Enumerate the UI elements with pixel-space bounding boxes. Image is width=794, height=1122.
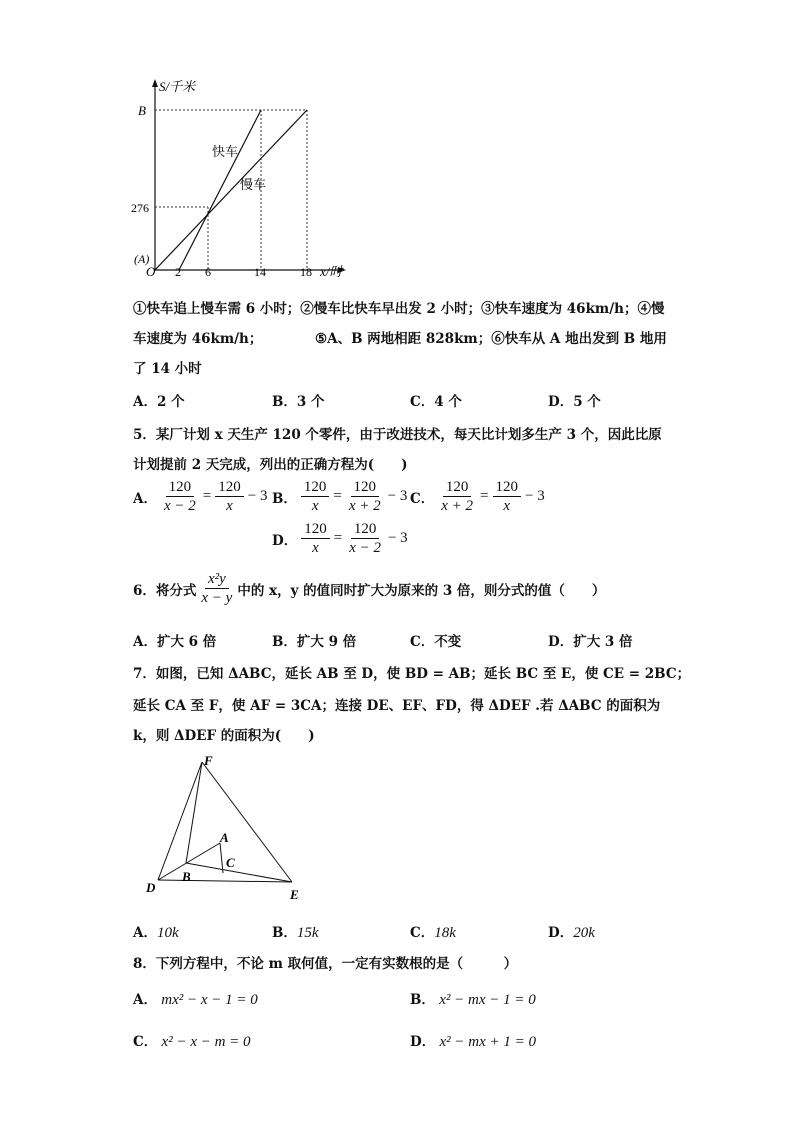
q4-statements-line2b: ⑤A、B 两地相距 828km；⑥快车从 A 地出发到 B 地用: [315, 331, 667, 347]
q8-option-d[interactable]: D． x² − mx + 1 = 0: [410, 1034, 537, 1050]
q5-option-c[interactable]: C． $\frac{120}{x + 2}$ = $\frac{120}{x}$ − 3: [410, 479, 545, 514]
distance-time-graph: [128, 75, 368, 285]
label-d: D: [146, 880, 156, 895]
q5-option-a[interactable]: A． $\frac{120}{x - 2}$ = $\frac{120}{x}$ − 3: [133, 479, 268, 514]
x-tick-14: 14: [254, 265, 266, 279]
q5-option-d[interactable]: D． $\frac{120}{x}$ = $\frac{120}{x - 2}$ − 3: [272, 521, 408, 556]
q4-option-a[interactable]: A．2 个: [133, 394, 185, 410]
q4-statements-line3: 了 14 小时: [133, 361, 202, 377]
slow-car-label: 慢车: [240, 177, 267, 192]
q5-stem-line1: 5．某厂计划 x 天生产 120 个零件，由于改进技术，每天比计划多生产 3 个，因此比原: [133, 427, 662, 443]
label-a: A: [220, 830, 229, 845]
y-tick-a: (A): [134, 252, 150, 266]
q4-statements-line1: ①快车追上慢车需 6 小时；②慢车比快车早出发 2 小时；③快车速度为 46km/h；④慢: [133, 301, 665, 317]
q4-option-b[interactable]: B．3 个: [272, 394, 325, 410]
q8-stem: 8．下列方程中，不论 m 取何值，一定有实数根的是（ ）: [133, 956, 518, 972]
slow-car-line: [155, 110, 307, 270]
q8-option-c[interactable]: C． x² − x − m = 0: [133, 1034, 251, 1050]
label-b: B: [182, 869, 191, 884]
q7-stem-line3: k，则 ΔDEF 的面积为( ): [133, 728, 315, 744]
q8-option-a[interactable]: A． mx² − x − 1 = 0: [133, 992, 258, 1008]
y-tick-b: B: [138, 103, 146, 118]
q5-stem-line2: 计划提前 2 天完成，列出的正确方程为( ): [133, 457, 408, 473]
q7-option-a[interactable]: A．10k: [133, 925, 179, 941]
q7-option-b[interactable]: B．15k: [272, 925, 319, 941]
triangle-figure: [140, 752, 315, 904]
q6-option-a[interactable]: A．扩大 6 倍: [133, 634, 217, 650]
fast-car-label: 快车: [212, 144, 239, 159]
x-tick-6: 6: [205, 265, 211, 279]
q7-stem-line1: 7．如图，已知 ΔABC，延长 AB 至 D，使 BD = AB；延长 BC 至 E，使 CE = 2BC；: [133, 666, 691, 682]
q6-option-b[interactable]: B．扩大 9 倍: [272, 634, 357, 650]
q8-option-b[interactable]: B． x² − mx − 1 = 0: [410, 992, 536, 1008]
q7-stem-line2: 延长 CA 至 F，使 AF = 3CA；连接 DE、EF、FD，得 ΔDEF .若 ΔABC 的面积为: [133, 698, 661, 714]
x-tick-2: 2: [175, 265, 181, 279]
label-f: F: [204, 753, 213, 768]
q6-option-d[interactable]: D．扩大 3 倍: [548, 634, 633, 650]
y-axis-label: S/千米: [159, 79, 196, 94]
q7-option-c[interactable]: C．18k: [410, 925, 456, 941]
y-tick-276: 276: [131, 201, 149, 215]
label-c: C: [226, 855, 235, 870]
origin-label: O: [146, 264, 156, 279]
q4-option-d[interactable]: D．5 个: [548, 394, 601, 410]
label-e: E: [290, 887, 299, 902]
q4-statements-line2a: 车速度为 46km/h；: [133, 331, 263, 347]
q5-option-b[interactable]: B． $\frac{120}{x}$ = $\frac{120}{x + 2}$ − 3: [272, 479, 408, 514]
q6-stem: 6．将分式 $\frac{\text{x²y}}{x - y}$ 中的 x，y 的值同时扩大为原来的 3 倍，则分式的值（ ）: [133, 571, 606, 606]
q6-option-c[interactable]: C．不变: [410, 634, 462, 650]
q4-option-c[interactable]: C．4 个: [410, 394, 462, 410]
x-tick-18: 18: [300, 265, 312, 279]
x-axis-label: x/时: [320, 264, 343, 279]
q7-option-d[interactable]: D．20k: [548, 925, 595, 941]
